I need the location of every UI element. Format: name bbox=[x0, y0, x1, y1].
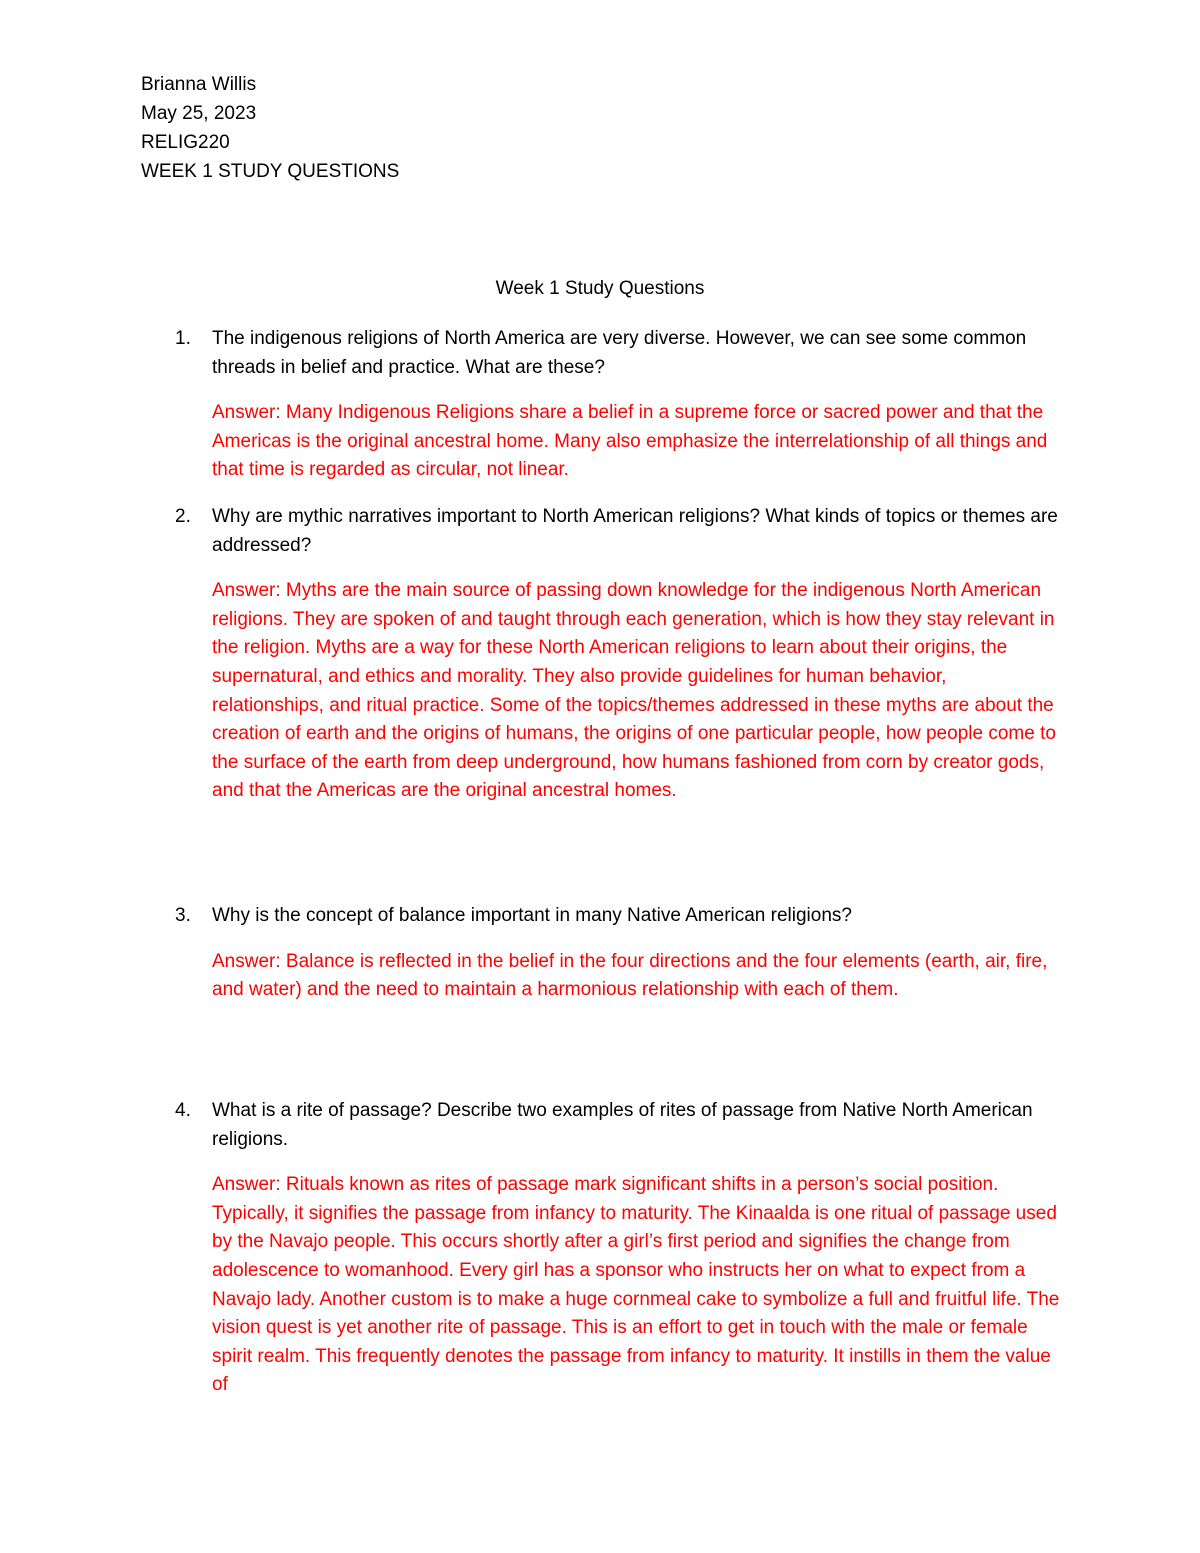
question-text: Why is the concept of balance important in many Native American religions? bbox=[212, 905, 852, 926]
page-title: Week 1 Study Questions bbox=[495, 278, 705, 299]
course-code: RELIG220 bbox=[141, 132, 230, 153]
question-number: 4. bbox=[175, 1100, 191, 1121]
document-date: May 25, 2023 bbox=[141, 103, 257, 124]
answer-text: Answer: Balance is reflected in the belief in the four directions and the four elements (earth, air, fire, and water) and the need to maintain a harmonious relationship with each of them. bbox=[212, 950, 1048, 1001]
answer-text: Answer: Many Indigenous Religions share a belief in a supreme force or sacred power and that the Americas is the original ancestral home. Many also emphasize the interrelationship of all things and that time is regarded as circular, not linear. bbox=[212, 402, 1048, 481]
question-number: 3. bbox=[175, 905, 191, 926]
answer-text: Answer: Rituals known as rites of passage mark significant shifts in a person’s social position. Typically, it signifies the passage from infancy to maturity. The Kinaalda is one ritual of passage used by the Navajo people. This occurs shortly after a girl’s first period and signifies the change from adolescence to womanhood. Every girl has a sponsor who instructs her on what to expect from a Navajo lady. Another custom is to make a huge cornmeal cake to symbolize a full and fruitful life. The vision quest is yet another rite of passage. This is an effort to get in touch with the male or female spirit realm. This frequently denotes the passage from infancy to maturity. It instills in them the value of bbox=[212, 1174, 1060, 1396]
author-name: Brianna Willis bbox=[141, 74, 257, 95]
question-item bbox=[141, 325, 1061, 485]
answer-text: Answer: Myths are the main source of passing down knowledge for the indigenous North American religions. They are spoken of and taught through each generation, which is how they stay relevant in the religion. Myths are a way for these North American religions to learn about their origins, the supernatural, and ethics and morality. They also provide guidelines for human behavior, relationships, and ritual practice. Some of the topics/themes addressed in these myths are about the creation of earth and the origins of humans, the origins of one particular people, how people come to the surface of the earth from deep underground, how humans fashioned from corn by creator gods, and that the Americas are the original ancestral homes. bbox=[212, 580, 1056, 802]
assignment-name: WEEK 1 STUDY QUESTIONS bbox=[141, 161, 400, 182]
question-text: Why are mythic narratives important to North American religions? What kinds of topics or themes are addressed? bbox=[212, 506, 1058, 556]
question-item bbox=[141, 503, 1061, 806]
question-number: 1. bbox=[175, 328, 191, 349]
question-item bbox=[141, 902, 1061, 1005]
document-header bbox=[141, 70, 399, 186]
question-item bbox=[141, 1097, 1061, 1400]
question-text: What is a rite of passage? Describe two examples of rites of passage from Native North American religions. bbox=[212, 1100, 1033, 1150]
question-text: The indigenous religions of North America are very diverse. However, we can see some common threads in belief and practice. What are these? bbox=[212, 328, 1027, 378]
question-number: 2. bbox=[175, 506, 191, 527]
